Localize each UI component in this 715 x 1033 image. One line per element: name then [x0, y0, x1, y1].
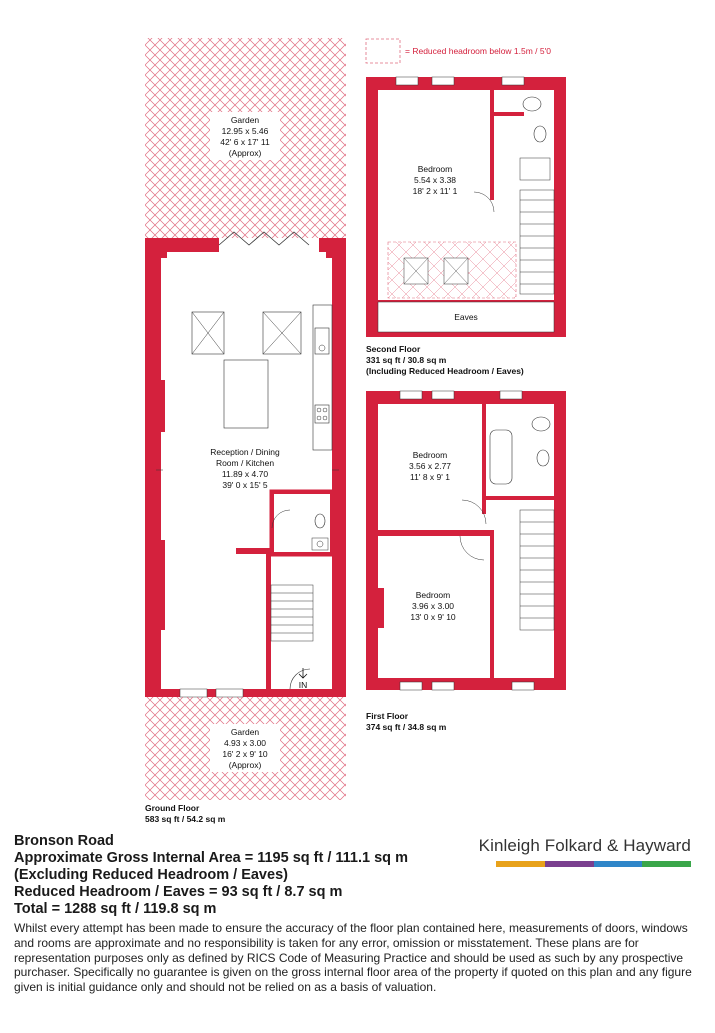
legend-swatch: [366, 39, 400, 63]
first-bedroom-rear-label: [409, 450, 451, 482]
brand-color-bar: [496, 861, 691, 867]
svg-text:4.93 x 3.00: 4.93 x 3.00: [223, 738, 267, 748]
brand-bar-segment: [545, 861, 594, 867]
svg-text:Garden: Garden: [230, 727, 260, 737]
svg-text:(Approx): (Approx): [228, 760, 262, 770]
svg-text:12.95 x 5.46: 12.95 x 5.46: [221, 126, 269, 136]
svg-text:16' 2 x 9' 10: 16' 2 x 9' 10: [222, 749, 268, 759]
svg-text:11' 8 x 9' 1: 11' 8 x 9' 1: [410, 472, 450, 482]
eaves-label: Eaves: [454, 312, 478, 322]
brand-logo: [479, 836, 691, 867]
svg-text:11.89 x 4.70: 11.89 x 4.70: [221, 469, 269, 479]
garden-top-label: [210, 112, 280, 160]
svg-text:(Approx): (Approx): [228, 148, 262, 158]
second-floor-label: Second Floor: [366, 344, 421, 354]
ground-floor: [145, 38, 346, 824]
svg-text:3.96 x 3.00: 3.96 x 3.00: [411, 601, 455, 611]
address: Bronson Road: [14, 833, 114, 849]
svg-text:5.54 x 3.38: 5.54 x 3.38: [413, 175, 457, 185]
ground-floor-area: 583 sq ft / 54.2 sq m: [145, 814, 226, 824]
svg-text:39' 0 x 15' 5: 39' 0 x 15' 5: [222, 480, 268, 490]
svg-text:3.56 x 2.77: 3.56 x 2.77: [408, 461, 452, 471]
disclaimer: Whilst every attempt has been made to ensure the accuracy of the floor plan contained here, measurements of doors, windows and rooms are approximate and no responsibility is taken for any error, omission or misstatement. These plans are for representation purposes only as defined by RICS Code of Measuring Practice and should be used as such by any prospective purchaser. Specifically no guarantee is given on the gross internal floor area of the property if quoted on this plan and any figure given is initial guidance only and should not be relied on as a basis of valuation.: [14, 921, 692, 995]
legend-text: = Reduced headroom below 1.5m / 5'0: [405, 46, 551, 56]
second-bedroom-label: [413, 164, 458, 196]
svg-text:Bedroom: Bedroom: [412, 450, 448, 460]
svg-text:Bedroom: Bedroom: [417, 164, 453, 174]
svg-text:13' 0 x 9' 10: 13' 0 x 9' 10: [410, 612, 456, 622]
ground-floor-label: Ground Floor: [145, 803, 200, 813]
garden-bottom-label: [210, 724, 280, 772]
brand-name: Kinleigh Folkard & Hayward: [478, 836, 691, 855]
svg-text:Garden: Garden: [230, 115, 260, 125]
first-floor: [366, 391, 566, 732]
svg-text:Bedroom: Bedroom: [415, 590, 451, 600]
gross-area: Approximate Gross Internal Area = 1195 sq ft / 111.1 sq m: [14, 850, 408, 866]
svg-text:Room / Kitchen: Room / Kitchen: [215, 458, 275, 468]
brand-bar-segment: [496, 861, 545, 867]
second-floor-note: (Including Reduced Headroom / Eaves): [366, 366, 524, 376]
brand-bar-segment: [642, 861, 691, 867]
first-floor-label: First Floor: [366, 711, 409, 721]
entrance-label: IN: [298, 680, 308, 690]
gross-area-note: (Excluding Reduced Headroom / Eaves): [14, 867, 288, 883]
reduced-headroom-area: Reduced Headroom / Eaves = 93 sq ft / 8.7 sq m: [14, 884, 343, 900]
brand-bar-segment: [594, 861, 643, 867]
second-floor: [366, 77, 566, 376]
first-bedroom-front-label: [410, 590, 456, 622]
first-floor-area: 374 sq ft / 34.8 sq m: [366, 722, 447, 732]
svg-text:42' 6 x 17' 11: 42' 6 x 17' 11: [220, 137, 270, 147]
second-floor-area: 331 sq ft / 30.8 sq m: [366, 355, 447, 365]
svg-text:Reception / Dining: Reception / Dining: [210, 447, 280, 457]
svg-text:18' 2 x 11' 1: 18' 2 x 11' 1: [412, 186, 458, 196]
total-area: Total = 1288 sq ft / 119.8 sq m: [14, 901, 217, 917]
